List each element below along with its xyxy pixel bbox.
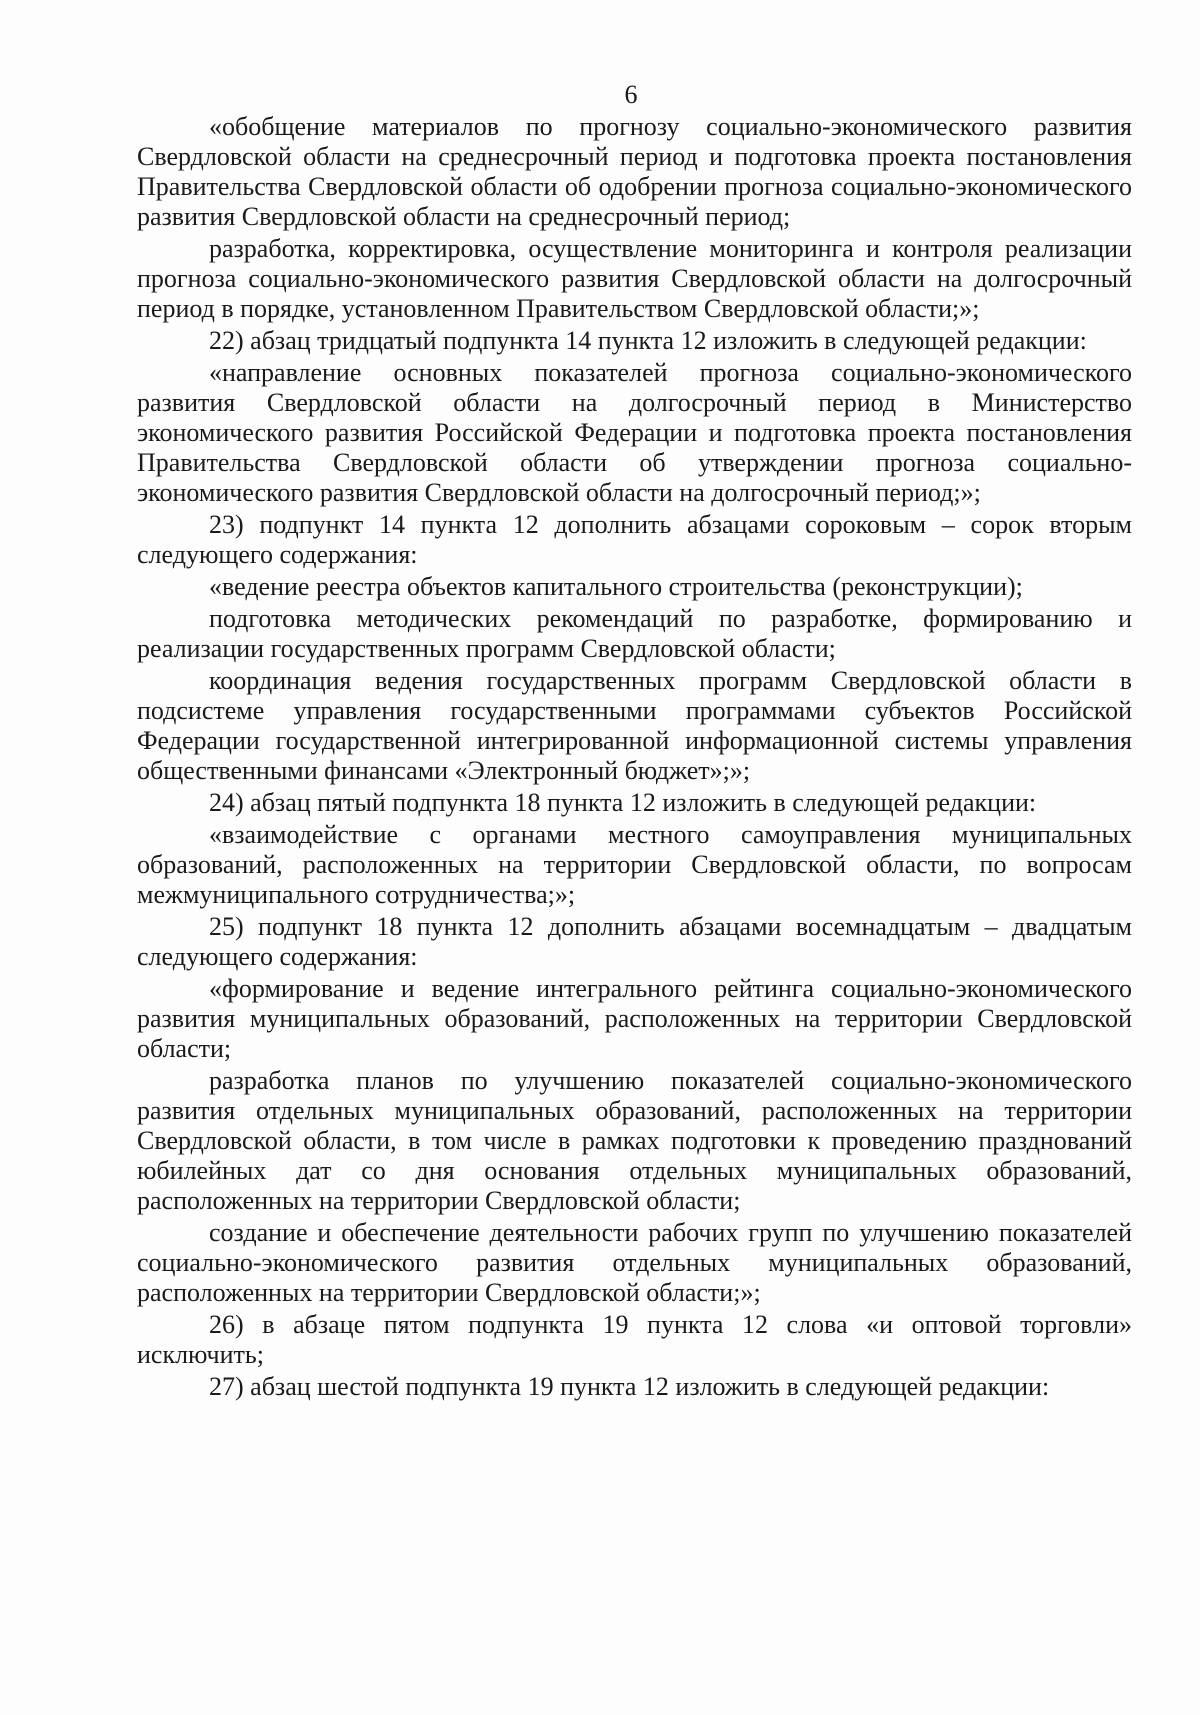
document-body xyxy=(137,112,1132,1404)
paragraph-5: 23) подпункт 14 пункта 12 дополнить абзацами сороковым – сорок вторым следующего содержания: xyxy=(137,510,1132,569)
paragraph-4: «направление основных показателей прогноза социально-экономического развития Свердловской области на долгосрочный период в Министерство экономического развития Российской Федерации и подготовка проекта постановления Правительства Свердловской области об утверждении прогноза социально-экономического развития Свердловской области на долгосрочный период;»; xyxy=(137,358,1132,507)
page-number: 6 xyxy=(624,80,638,109)
paragraph-3: 22) абзац тридцатый подпункта 14 пункта 12 изложить в следующей редакции: xyxy=(209,326,1087,355)
paragraph-11: 25) подпункт 18 пункта 12 дополнить абзацами восемнадцатым – двадцатым следующего содержания: xyxy=(137,912,1132,971)
paragraph-1: «обобщение материалов по прогнозу социально-экономического развития Свердловской области на среднесрочный период и подготовка проекта постановления Правительства Свердловской области об одобрении прогноза социально-экономического развития Свердловской области на среднесрочный период; xyxy=(137,112,1132,231)
paragraph-13: разработка планов по улучшению показателей социально-экономического развития отдельных муниципальных образований, расположенных на территории Свердловской области, в том числе в рамках подготовки к проведению празднований юбилейных дат со дня основания отдельных муниципальных образований, расположенных на территории Свердловской области; xyxy=(137,1066,1132,1215)
paragraph-14: создание и обеспечение деятельности рабочих групп по улучшению показателей социально-экономического развития отдельных муниципальных образований, расположенных на территории Свердловской области;»; xyxy=(137,1218,1132,1307)
paragraph-10: «взаимодействие с органами местного самоуправления муниципальных образований, расположенных на территории Свердловской области, по вопросам межмуниципального сотрудничества;»; xyxy=(137,820,1132,909)
paragraph-9: 24) абзац пятый подпункта 18 пункта 12 изложить в следующей редакции: xyxy=(209,788,1037,817)
paragraph-7: подготовка методических рекомендаций по разработке, формированию и реализации государственных программ Свердловской области; xyxy=(137,604,1132,663)
paragraph-16: 27) абзац шестой подпункта 19 пункта 12 изложить в следующей редакции: xyxy=(209,1372,1050,1401)
paragraph-12: «формирование и ведение интегрального рейтинга социально-экономического развития муниципальных образований, расположенных на территории Свердловской области; xyxy=(137,974,1132,1063)
paragraph-6: «ведение реестра объектов капитального строительства (реконструкции); xyxy=(209,572,1023,601)
paragraph-2: разработка, корректировка, осуществление мониторинга и контроля реализации прогноза социально-экономического развития Свердловской области на долгосрочный период в порядке, установленном Правительством Свердловской области;»; xyxy=(137,234,1132,323)
paragraph-15: 26) в абзаце пятом подпункта 19 пункта 12 слова «и оптовой торговли» исключить; xyxy=(137,1310,1132,1369)
paragraph-8: координация ведения государственных программ Свердловской области в подсистеме управления государственными программами субъектов Российской Федерации государственной интегрированной информационной системы управления общественными финансами «Электронный бюджет»;»; xyxy=(137,666,1132,785)
